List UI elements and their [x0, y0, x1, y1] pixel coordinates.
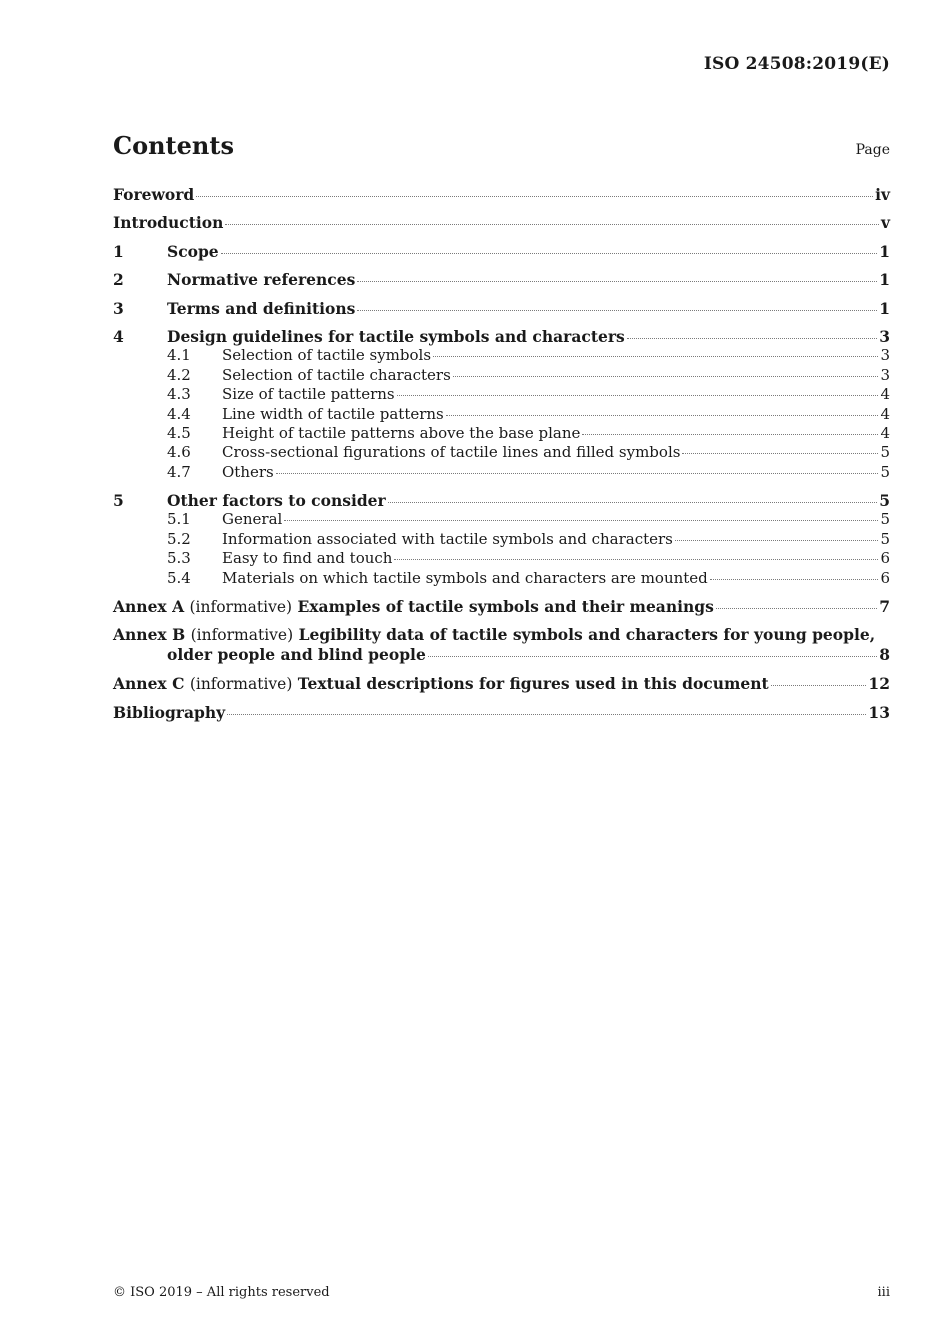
page-column-label: Page [855, 142, 890, 158]
toc-entry-page: 5 [880, 462, 890, 481]
annex-label: Annex A [113, 597, 185, 617]
toc-entry-page: 1 [879, 241, 890, 261]
toc-entry-subclause-4-5[interactable] [113, 424, 890, 443]
leader-dots [428, 656, 877, 657]
toc-entry-subclause-4-3[interactable] [113, 385, 890, 404]
table-of-contents [113, 185, 890, 722]
leader-dots [771, 685, 867, 686]
annex-title-line-2 [113, 645, 890, 665]
toc-entry-title: Selection of tactile symbols [222, 346, 432, 365]
annex-tag: (informative) [189, 598, 293, 617]
toc-entry-title: Bibliography [113, 702, 226, 722]
clause-number: 1 [113, 241, 124, 261]
clause-number: 5 [113, 491, 124, 511]
leader-dots [196, 196, 873, 197]
subclause-number: 4.7 [167, 462, 191, 481]
toc-entry-introduction[interactable] [113, 213, 890, 232]
toc-entry-title: Height of tactile patterns above the base plane [222, 423, 581, 442]
leader-dots [582, 434, 878, 435]
toc-entry-title: Others [222, 462, 274, 481]
annex-tag: (informative) [190, 626, 294, 645]
toc-entry-subclause-5-1[interactable] [113, 510, 890, 529]
toc-entry-subclause-5-4[interactable] [113, 569, 890, 588]
toc-entry-clause-5[interactable] [113, 491, 890, 510]
leader-dots [394, 559, 878, 560]
leader-dots [225, 224, 879, 225]
toc-entry-title [113, 674, 769, 693]
leader-dots [627, 338, 877, 339]
toc-entry-title: Foreword [113, 185, 195, 204]
toc-entry-subclause-5-3[interactable] [113, 549, 890, 568]
toc-entry-title: Other factors to consider [167, 491, 386, 511]
subclause-number: 4.4 [167, 404, 191, 423]
clause-number: 4 [113, 326, 124, 346]
annex-title: Textual descriptions for figures used in this document [297, 674, 769, 694]
leader-dots [710, 579, 879, 580]
document-id: ISO 24508:2019(E) [703, 54, 890, 74]
toc-entry-subclause-5-2[interactable] [113, 530, 890, 549]
toc-entry-title: General [222, 510, 283, 529]
toc-entry-title: Introduction [113, 213, 224, 233]
toc-entry-page: v [880, 213, 890, 233]
toc-entry-page: 1 [879, 298, 890, 318]
toc-entry-page: 7 [879, 597, 890, 617]
toc-entry-page: 12 [868, 674, 890, 694]
toc-entry-annex-c[interactable] [113, 674, 890, 693]
toc-entry-page: 1 [879, 270, 890, 290]
toc-entry-clause-1[interactable] [113, 242, 890, 261]
toc-entry-foreword[interactable] [113, 185, 890, 204]
toc-entry-bibliography[interactable] [113, 703, 890, 722]
toc-entry-title: Selection of tactile characters [222, 365, 451, 384]
subclause-number: 5.2 [167, 529, 191, 548]
toc-entry-clause-2[interactable] [113, 270, 890, 289]
toc-entry-page: 5 [880, 510, 890, 529]
toc-entry-title: Cross-sectional figurations of tactile lines and filled symbols [222, 443, 681, 462]
page-title: Contents [113, 131, 234, 160]
leader-dots [388, 502, 877, 503]
toc-entry-page: 3 [880, 365, 890, 384]
annex-label: Annex C [113, 674, 185, 694]
leader-dots [397, 395, 879, 396]
toc-entry-page: 4 [880, 423, 890, 442]
annex-title-continued: older people and blind people [167, 645, 426, 665]
subclause-number: 5.4 [167, 568, 191, 587]
annex-label: Annex B [113, 625, 186, 645]
toc-entry-subclause-4-4[interactable] [113, 405, 890, 424]
toc-entry-title: Information associated with tactile symbols and characters [222, 529, 673, 548]
toc-entry-page: 4 [880, 404, 890, 423]
annex-tag: (informative) [189, 675, 293, 694]
leader-dots [446, 415, 879, 416]
subclause-number: 4.6 [167, 443, 191, 462]
clause-number: 3 [113, 298, 124, 318]
copyright-notice: © ISO 2019 – All rights reserved [113, 1285, 330, 1300]
toc-entry-annex-b[interactable] [113, 625, 890, 665]
toc-entry-clause-4[interactable] [113, 327, 890, 346]
toc-entry-title: Scope [167, 241, 219, 261]
toc-entry-subclause-4-6[interactable] [113, 443, 890, 462]
leader-dots [357, 281, 877, 282]
toc-entry-title: Size of tactile patterns [222, 385, 395, 404]
page-number: iii [877, 1285, 890, 1300]
toc-entry-page: 4 [880, 385, 890, 404]
subclause-number: 4.1 [167, 346, 191, 365]
leader-dots [453, 376, 879, 377]
toc-entry-title: Terms and definitions [167, 298, 356, 318]
leader-dots [227, 714, 866, 715]
subclause-number: 5.3 [167, 549, 191, 568]
toc-entry-title: Design guidelines for tactile symbols and characters [167, 326, 625, 346]
toc-entry-subclause-4-2[interactable] [113, 366, 890, 385]
leader-dots [284, 520, 878, 521]
leader-dots [675, 540, 879, 541]
toc-entry-page: 3 [879, 326, 890, 346]
leader-dots [433, 356, 878, 357]
leader-dots [357, 310, 877, 311]
toc-entry-page: 5 [880, 443, 890, 462]
toc-entry-title [113, 597, 714, 616]
toc-entry-page: 3 [880, 346, 890, 365]
toc-entry-title: Normative references [167, 270, 356, 290]
leader-dots [276, 473, 879, 474]
leader-dots [221, 253, 878, 254]
toc-entry-page: 8 [879, 645, 890, 665]
subclause-number: 5.1 [167, 510, 191, 529]
toc-entry-annex-a[interactable] [113, 597, 890, 616]
subclause-number: 4.2 [167, 365, 191, 384]
toc-entry-title: Line width of tactile patterns [222, 404, 444, 423]
leader-dots [716, 608, 877, 609]
toc-entry-subclause-4-1[interactable] [113, 346, 890, 365]
annex-title-line-1 [113, 625, 890, 645]
subclause-number: 4.5 [167, 423, 191, 442]
toc-entry-page: iv [875, 185, 890, 204]
clause-number: 2 [113, 270, 124, 290]
toc-entry-page: 13 [868, 702, 890, 722]
toc-entry-title: Materials on which tactile symbols and characters are mounted [222, 568, 708, 587]
toc-entry-subclause-4-7[interactable] [113, 463, 890, 482]
toc-entry-clause-3[interactable] [113, 299, 890, 318]
annex-title: Legibility data of tactile symbols and characters for young people, [298, 625, 876, 645]
toc-entry-page: 5 [879, 491, 890, 511]
annex-title: Examples of tactile symbols and their meanings [297, 597, 714, 617]
leader-dots [682, 453, 878, 454]
toc-entry-page: 6 [880, 568, 890, 587]
toc-entry-page: 5 [880, 529, 890, 548]
toc-entry-title: Easy to find and touch [222, 549, 393, 568]
subclause-number: 4.3 [167, 385, 191, 404]
toc-entry-page: 6 [880, 549, 890, 568]
